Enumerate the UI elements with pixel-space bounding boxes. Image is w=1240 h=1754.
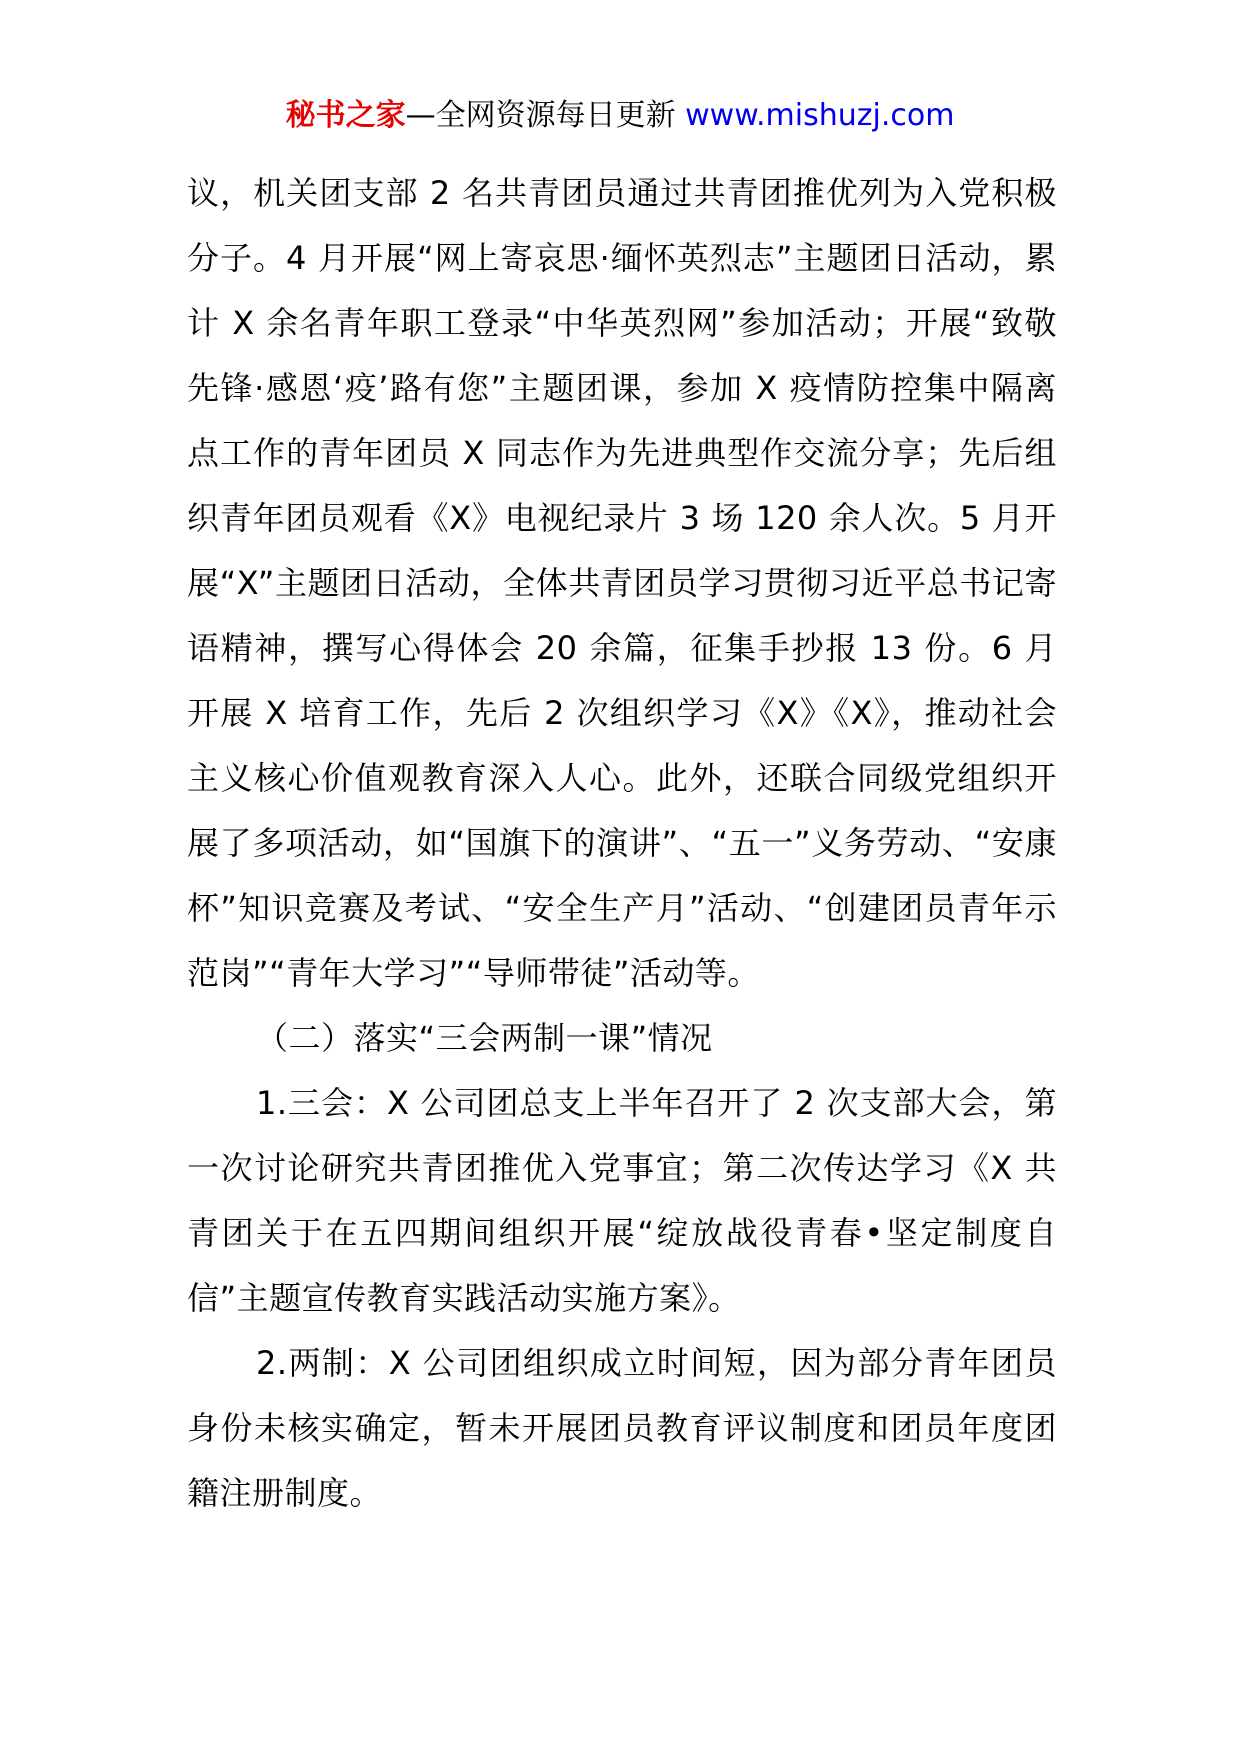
site-link[interactable]: www.mishuzj.com: [685, 98, 955, 133]
document-body: [187, 161, 1057, 1526]
body-paragraph: 议，机关团支部 2 名共青团员通过共青团推优列为入党积极分子。4 月开展“网上寄哀思·缅怀英烈志”主题团日活动，累计 X 余名青年职工登录“中华英烈网”参加活动；开展“致敬先锋·感恩‘疫’路有您”主题团课，参加 X 疫情防控集中隔离点工作的青年团员 X 同志作为先进典型作交流分享；先后组织青年团员观看《X》电视纪录片 3 场 120 余人次。5 月开展“X”主题团日活动，全体共青团员学习贯彻习近平总书记寄语精神，撰写心得体会 20 余篇，征集手抄报 13 份。6 月开展 X 培育工作，先后 2 次组织学习《X》《X》，推动社会主义核心价值观教育深入人心。此外，还联合同级党组织开展了多项活动，如“国旗下的演讲”、“五一”义务劳动、“安康杯”知识竞赛及考试、“安全生产月”活动、“创建团员青年示范岗”“青年大学习”“导师带徒”活动等。: [187, 174, 1057, 992]
section-heading: （二）落实“三会两制一课”情况: [256, 1019, 713, 1057]
header-tagline: —全网资源每日更新: [405, 98, 686, 133]
body-paragraph: 1.三会：X 公司团总支上半年召开了 2 次支部大会，第一次讨论研究共青团推优入党事宜；第二次传达学习《X 共青团关于在五四期间组织开展“绽放战役青春•坚定制度自信”主题宣传教育实践活动实施方案》。: [187, 1084, 1057, 1317]
body-paragraph: 2.两制：X 公司团组织成立时间短，因为部分青年团员身份未核实确定，暂未开展团员教育评议制度和团员年度团籍注册制度。: [187, 1344, 1057, 1512]
site-header: [0, 96, 1240, 136]
brand-name: 秘书之家: [285, 98, 406, 133]
